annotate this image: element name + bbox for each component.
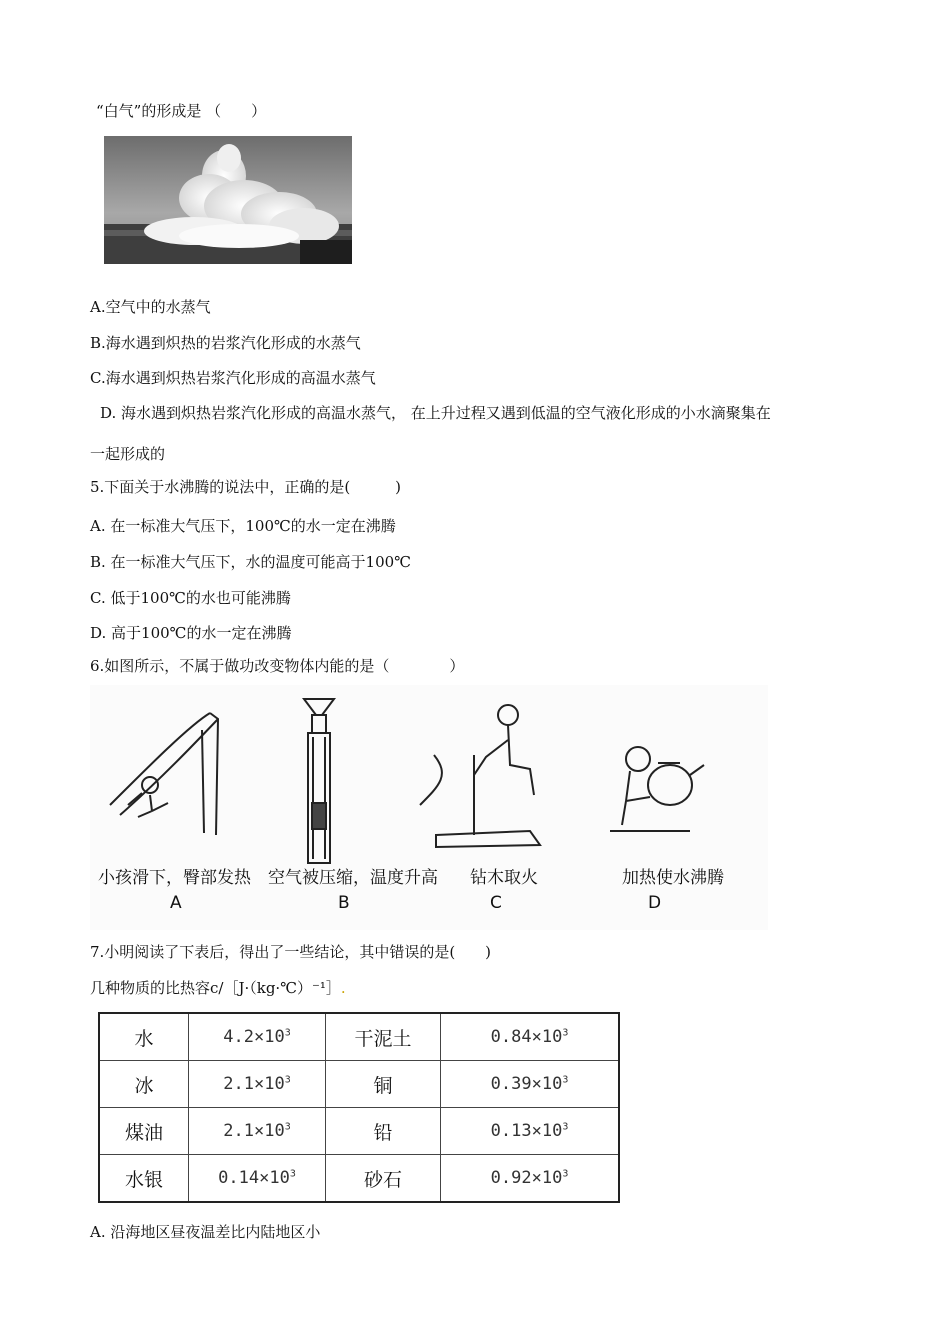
substance-cell: 砂石 bbox=[326, 1155, 441, 1203]
substance-cell: 铅 bbox=[326, 1108, 441, 1155]
q4-option-d: D. 海水遇到炽热岩浆汽化形成的高温水蒸气， 在上升过程又遇到低温的空气液化形成的小水滴聚集在 bbox=[100, 404, 771, 422]
panel-a-letter: A bbox=[170, 893, 182, 913]
value-cell: $4.2\times 10^3$ bbox=[189, 1013, 326, 1061]
substance-cell: 干泥土 bbox=[326, 1013, 441, 1061]
question-5-stem: 5.下面关于水沸腾的说法中，正确的是( ) bbox=[90, 478, 402, 496]
steam-cloud-photo bbox=[104, 136, 352, 264]
panel-b-caption: 空气被压缩，温度升高 bbox=[268, 868, 438, 888]
pump-illustration bbox=[304, 699, 334, 863]
value-cell: $0.39\times 10^3$ bbox=[441, 1061, 620, 1108]
panel-b-letter: B bbox=[338, 893, 350, 913]
value-cell: $2.1\times 10^3$ bbox=[189, 1061, 326, 1108]
substance-cell: 冰 bbox=[99, 1061, 189, 1108]
q4-option-b: B.海水遇到炽热的岩浆汽化形成的水蒸气 bbox=[90, 334, 361, 352]
table-caption: 几种物质的比热容c/［J·（kg·℃）⁻¹］. bbox=[90, 979, 346, 997]
table-row bbox=[99, 1155, 619, 1203]
table-row bbox=[99, 1013, 619, 1061]
substance-cell: 铜 bbox=[326, 1061, 441, 1108]
q4-option-d-continued: 一起形成的 bbox=[90, 445, 166, 463]
value-cell: $0.13\times 10^3$ bbox=[441, 1108, 620, 1155]
q7-option-a: A. 沿海地区昼夜温差比内陆地区小 bbox=[90, 1223, 321, 1241]
value-cell: $0.92\times 10^3$ bbox=[441, 1155, 620, 1203]
q6-figure bbox=[90, 685, 768, 930]
value-cell: $0.84\times 10^3$ bbox=[441, 1013, 620, 1061]
q5-option-c: C. 低于100℃的水也可能沸腾 bbox=[90, 589, 291, 607]
table-row bbox=[99, 1108, 619, 1155]
kettle-illustration bbox=[610, 747, 704, 831]
table-row bbox=[99, 1061, 619, 1108]
substance-cell: 水 bbox=[99, 1013, 189, 1061]
slide-illustration bbox=[110, 713, 218, 835]
panel-c-letter: C bbox=[490, 893, 502, 913]
panel-d-letter: D bbox=[648, 893, 662, 913]
value-cell: $0.14\times 10^3$ bbox=[189, 1155, 326, 1203]
substance-cell: 煤油 bbox=[99, 1108, 189, 1155]
q5-option-a: A. 在一标准大气压下，100℃的水一定在沸腾 bbox=[90, 517, 396, 535]
q5-option-b: B. 在一标准大气压下，水的温度可能高于100℃ bbox=[90, 553, 411, 571]
question-4-stem: “白气”的形成是 （ ） bbox=[96, 102, 267, 120]
specific-heat-table bbox=[98, 1012, 620, 1203]
q4-option-a: A.空气中的水蒸气 bbox=[90, 298, 211, 316]
panel-d-caption: 加热使水沸腾 bbox=[622, 868, 724, 888]
drill-fire-illustration bbox=[420, 705, 540, 847]
question-7-stem: 7.小明阅读了下表后，得出了一些结论，其中错误的是( ) bbox=[90, 943, 492, 961]
substance-cell: 水银 bbox=[99, 1155, 189, 1203]
value-cell: $2.1\times 10^3$ bbox=[189, 1108, 326, 1155]
q4-option-c: C.海水遇到炽热岩浆汽化形成的高温水蒸气 bbox=[90, 369, 376, 387]
panel-c-caption: 钻木取火 bbox=[470, 868, 538, 888]
panel-a-caption: 小孩滑下，臀部发热 bbox=[98, 868, 251, 888]
q5-option-d: D. 高于100℃的水一定在沸腾 bbox=[90, 624, 292, 642]
question-6-stem: 6.如图所示，不属于做功改变物体内能的是（ ） bbox=[90, 657, 465, 675]
